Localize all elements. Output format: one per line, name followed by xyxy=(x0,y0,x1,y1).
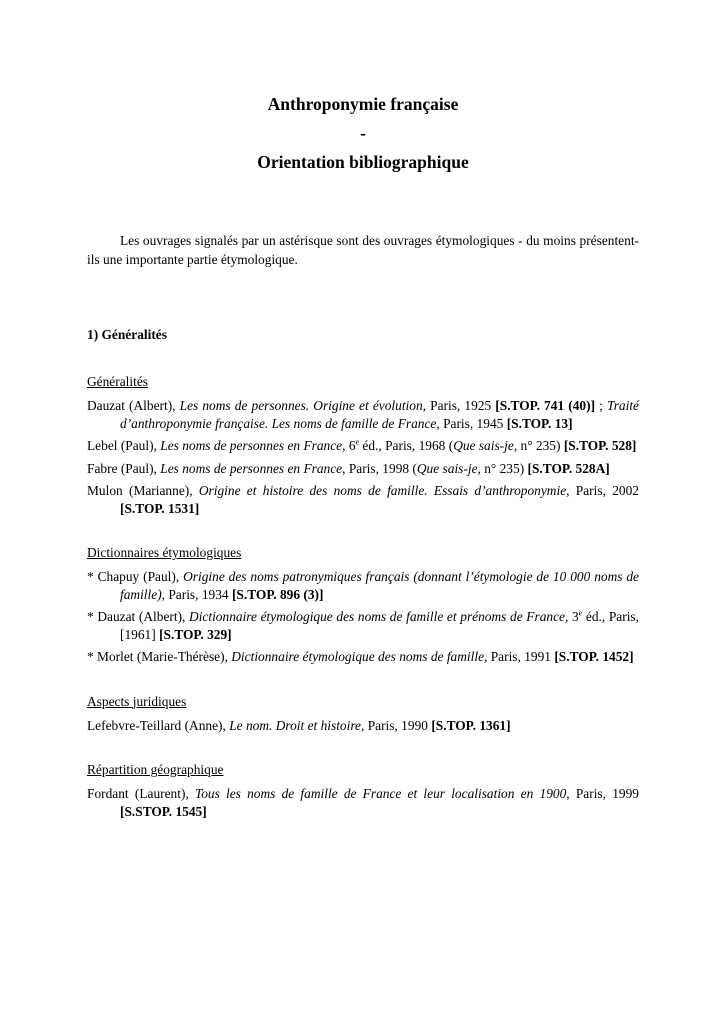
entry-series: Que sais-je xyxy=(416,460,478,476)
entry-edition-suffix: e xyxy=(355,437,360,447)
entry-author: * Morlet (Marie-Thérèse), xyxy=(87,649,232,664)
entry-author: Fordant (Laurent), xyxy=(87,786,195,801)
entry-publication: Paris, 1991 xyxy=(487,649,555,664)
bibliography-entry xyxy=(87,568,639,603)
bibliography-entry xyxy=(87,717,639,735)
entry-shelfmark: [S.STOP. 1545] xyxy=(120,803,207,819)
entry-author: Lebel (Paul), xyxy=(87,438,161,453)
entry-shelfmark: [S.TOP. 329] xyxy=(159,626,232,642)
entry-shelfmark: [S.TOP. 528] xyxy=(563,438,637,453)
entry-author: * Chapuy (Paul), xyxy=(87,569,184,584)
subsection-heading-generalites: Généralités xyxy=(87,374,148,389)
entry-series-number: , n° 235) xyxy=(477,460,528,476)
entry-publication: éd., Paris, [1961] xyxy=(120,609,639,642)
entry-shelfmark: [S.TOP. 1361] xyxy=(431,717,511,733)
entry-title: Le nom. Droit et histoire xyxy=(229,717,361,733)
entry-shelfmark: [S.TOP. 13] xyxy=(506,415,573,431)
entry-shelfmark: [S.TOP. 528A] xyxy=(527,460,610,476)
entry-shelfmark: [S.TOP. 741 (40)] xyxy=(495,398,596,413)
entry-title: Les noms de personnes en France, xyxy=(160,438,346,453)
entry-publication: Paris, 1925 xyxy=(426,398,496,413)
bibliography-entry xyxy=(87,482,639,517)
entry-shelfmark: [S.TOP. 1452] xyxy=(554,649,634,664)
entry-title: Tous les noms de famille de France et leur localisation en 1900 xyxy=(194,786,567,801)
bibliography-entry xyxy=(87,437,639,455)
intro-paragraph: Les ouvrages signalés par un astérisque sont des ouvrages étymologiques - du moins présentent-ils une importante partie étymologique. xyxy=(87,233,639,267)
entry-title: Origine des noms patronymiques français (donnant l’étymologie de 10 000 noms de famille) xyxy=(120,569,639,602)
title-line-1: Anthroponymie française xyxy=(267,94,459,114)
entry-series-number: , n° 235) xyxy=(513,438,564,453)
entry-publication: , Paris, 1934 xyxy=(161,586,232,602)
entry-author: * Dauzat (Albert), xyxy=(87,609,190,624)
entry-author: Mulon (Marianne), xyxy=(87,483,199,498)
entry-edition: 6 xyxy=(345,438,356,453)
bibliography-entry xyxy=(87,648,639,666)
entry-author: Fabre (Paul), xyxy=(87,460,161,476)
section-heading-generalites: 1) Généralités xyxy=(87,327,167,342)
subsection-heading-dictionnaires: Dictionnaires étymologiques xyxy=(87,545,242,560)
entry-shelfmark: [S.TOP. 1531] xyxy=(120,500,200,516)
bibliography-entry xyxy=(87,397,639,432)
bibliography-entry xyxy=(87,460,639,478)
document-page xyxy=(87,0,639,820)
bibliography-entry xyxy=(87,785,639,820)
document-title xyxy=(87,90,639,177)
entry-title: Les noms de personnes en France xyxy=(160,460,343,476)
entry-edition: 3 xyxy=(568,609,579,624)
entry-title: Dictionnaire étymologique des noms de famille et prénoms de France, xyxy=(189,609,569,624)
subsection-heading-geographique: Répartition géographique xyxy=(87,762,224,777)
entry-publication: , Paris, 2002 xyxy=(566,483,639,498)
entry-separator: ; xyxy=(595,398,607,413)
subsection-heading-juridiques: Aspects juridiques xyxy=(87,693,187,709)
entry-title: Origine et histoire des noms de famille. Essais d’anthroponymie xyxy=(198,483,567,498)
entry-publication: , Paris, 1990 xyxy=(361,717,432,733)
entry-title: Traité d’anthroponymie française. Les noms de famille de France xyxy=(120,398,639,431)
title-separator: - xyxy=(360,123,366,143)
entry-publication: , Paris, 1999 xyxy=(566,786,639,801)
entry-author: Dauzat (Albert), xyxy=(87,398,180,413)
bibliography-entry xyxy=(87,608,639,643)
entry-shelfmark: [S.TOP. 896 (3)] xyxy=(231,586,324,602)
title-line-2: Orientation bibliographique xyxy=(257,152,469,172)
entry-title: Les noms de personnes. Origine et évolution, xyxy=(179,398,427,413)
entry-publication: , Paris, 1945 xyxy=(436,415,507,431)
entry-edition-suffix: e xyxy=(578,608,583,618)
entry-author: Lefebvre-Teillard (Anne), xyxy=(87,717,230,733)
entry-title: Dictionnaire étymologique des noms de famille, xyxy=(231,649,488,664)
entry-series: Que sais-je xyxy=(453,438,514,453)
entry-publication: , Paris, 1998 ( xyxy=(342,460,417,476)
entry-publication: éd., Paris, 1968 ( xyxy=(359,438,454,453)
